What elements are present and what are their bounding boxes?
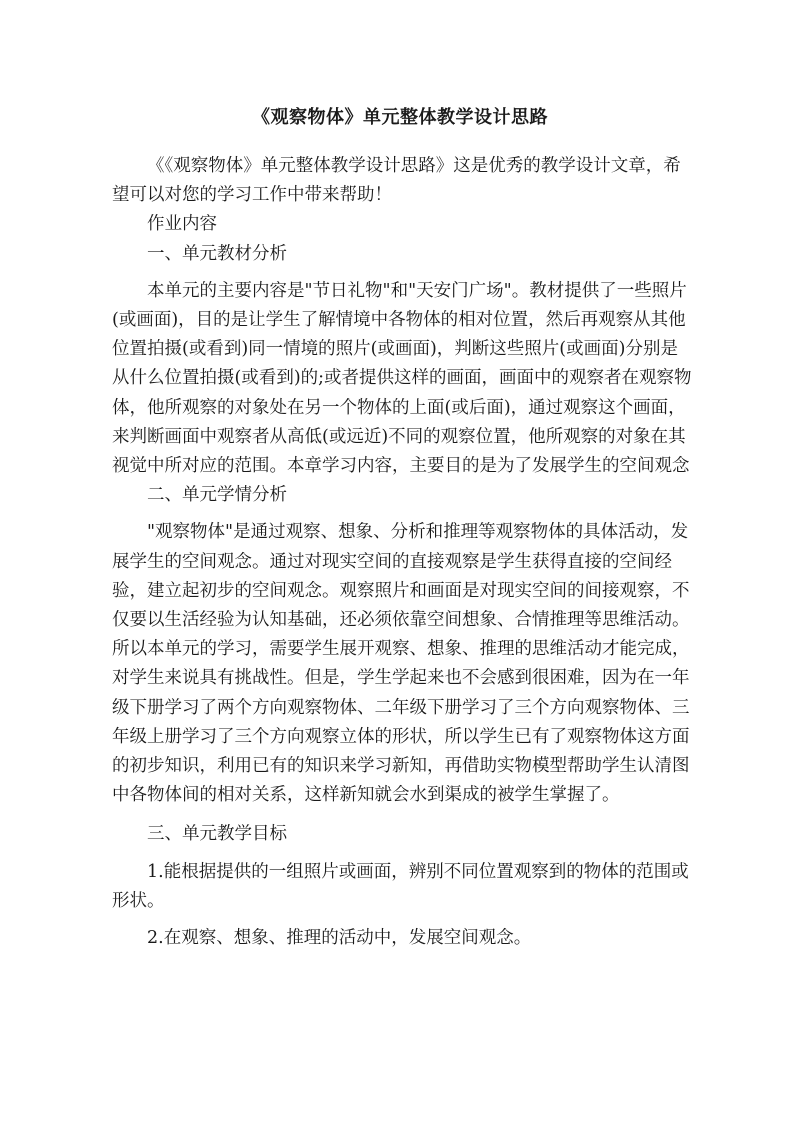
section-paragraph: "观察物体"是通过观察、想象、分析和推理等观察物体的具体活动，发展学生的空间观念。通过对现实空间的直接观察是学生获得直接的空间经验，建立起初步的空间观念。观察照片和画面是对现实空间的间接观察，不仅要以生活经验为认知基础，还必须依靠空间想象、合情推理等思维活动。所以本单元的学习，需要学生展开观察、想象、推理的思维活动才能完成，对学生来说具有挑战性。但是，学生学起来也不会感到很困难，因为在一年级下册学习了两个方向观察物体、二年级下册学习了三个方向观察物体、三年级上册学习了三个方向观察立体的形状，所以学生已有了观察物体这方面的初步知识，利用已有的知识来学习新知，再借助实物模型帮助学生认清图中各物体间的相对关系，这样新知就会水到渠成的被学生掌握了。 xyxy=(112,522,690,806)
goal-item: 1.能根据提供的一组照片或画面，辨别不同位置观察到的物体的范围或形状。 xyxy=(112,861,689,911)
goal-item: 2.在观察、想象、推理的活动中，发展空间观念。 xyxy=(147,928,532,949)
section-heading-teaching-goals: 三、单元教学目标 xyxy=(147,824,287,845)
section-paragraph: 本单元的主要内容是"节日礼物"和"天安门广场"。教材提供了一些照片(或画面)，目的是让学生了解情境中各物体的相对位置，然后再观察从其他位置拍摄(或看到)同一情境的照片(或画面)，判断这些照片(或画面)分别是从什么位置拍摄(或看到)的;或者提供这样的画面，画面中的观察者在观察物体，他所观察的对象处在另一个物体的上面(或后面)，通过观察这个画面，来判断画面中观察者从高低(或远近)不同的观察位置，他所观察的对象在其视觉中所对应的范围。本章学习内容，主要目的是为了发展学生的空间观念 xyxy=(112,280,692,477)
intro-paragraph: 《《观察物体》单元整体教学设计思路》这是优秀的教学设计文章，希望可以对您的学习工作中带来帮助！ xyxy=(112,156,681,206)
assignment-label: 作业内容 xyxy=(147,214,217,235)
section-heading-student-analysis: 二、单元学情分析 xyxy=(147,485,287,506)
document-body xyxy=(112,152,694,953)
section-heading-textbook-analysis: 一、单元教材分析 xyxy=(147,243,287,264)
document-title: 《观察物体》单元整体教学设计思路 xyxy=(252,107,548,128)
